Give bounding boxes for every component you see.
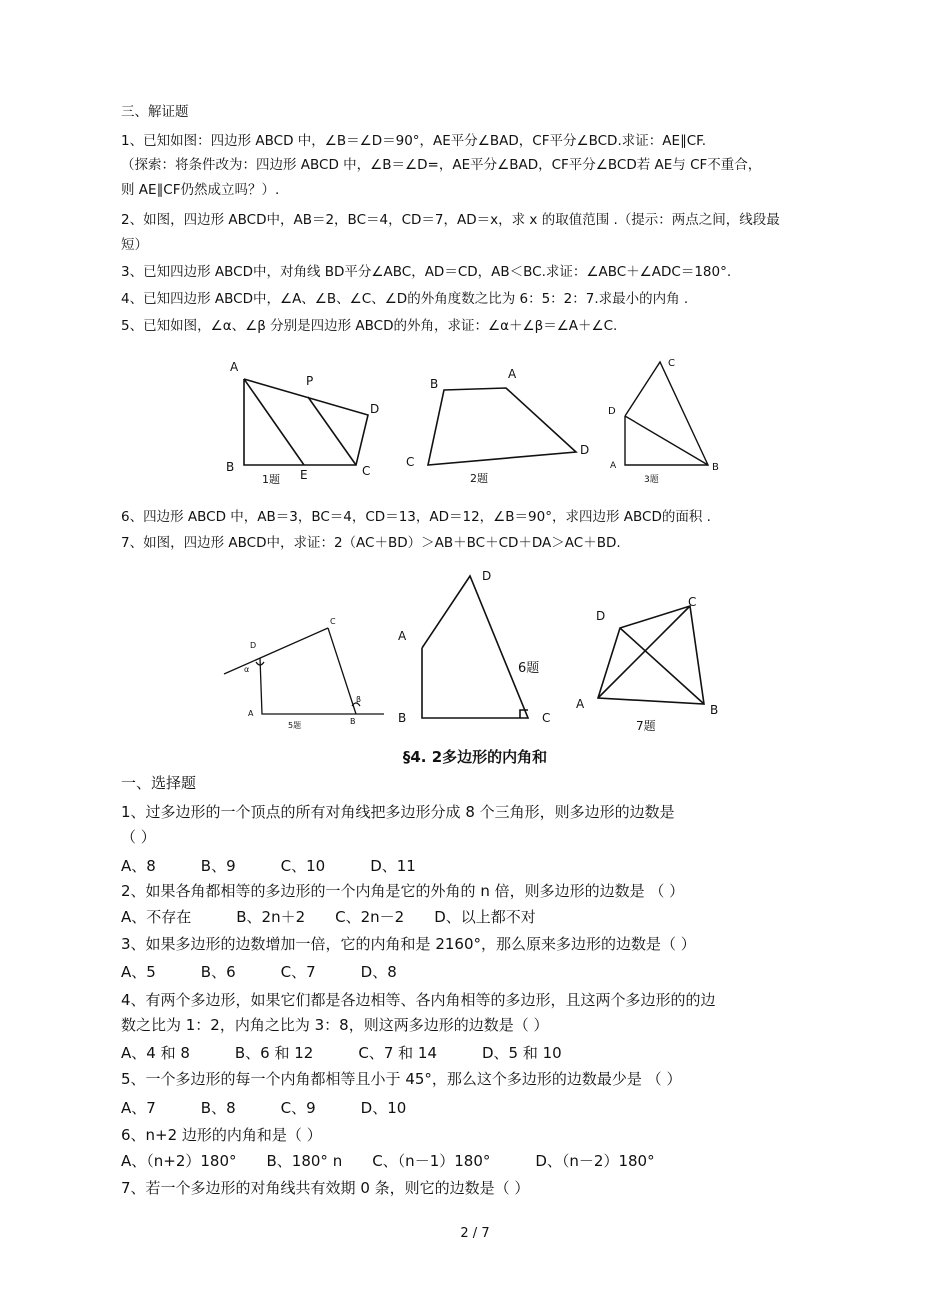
q5: 5、一个多边形的每一个内角都相等且小于 45°，那么这个多边形的边数最少是 （ ）	[121, 1070, 682, 1088]
q1-options: A、8 B、9 C、10 D、11	[121, 857, 416, 875]
fig2-caption: 2题	[470, 472, 488, 485]
fig7-label-b: B	[710, 703, 719, 717]
fig1-caption: 1题	[262, 473, 280, 486]
q5-options: A、7 B、8 C、9 D、10	[121, 1099, 407, 1117]
fig5-label-c: C	[330, 617, 336, 626]
problem-7: 7、如图，四边形 ABCD中，求证：2（AC＋BD）＞AB＋BC＋CD＋DA＞AC＋BD.	[121, 535, 621, 551]
fig6-label-a: A	[398, 629, 407, 643]
fig2-label-c: C	[406, 455, 415, 469]
fig2-label-a: A	[508, 367, 517, 381]
problem-6: 6、四边形 ABCD 中，AB＝3，BC＝4，CD＝13，AD＝12，∠B＝90°，求四边形 ABCD的面积 .	[121, 509, 711, 525]
section-heading: §4. 2多边形的内角和	[402, 748, 548, 766]
problem-1-line-3: 则 AE∥CF仍然成立吗？）.	[121, 182, 280, 198]
fig1-label-b: B	[226, 460, 235, 474]
q2-options: A、不存在 B、2n＋2 C、2n－2 D、以上都不对	[121, 908, 536, 926]
fig1-label-a: A	[230, 360, 239, 374]
fig5-label-beta: β	[356, 695, 362, 704]
q3-options: A、5 B、6 C、7 D、8	[121, 963, 397, 981]
fig1-label-p: P	[306, 374, 314, 388]
fig6-caption: 6题	[518, 661, 540, 676]
problem-3: 3、已知四边形 ABCD中，对角线 BD平分∠ABC，AD＝CD，AB＜BC.求证：∠ABC＋∠ADC＝180°.	[121, 264, 732, 280]
problem-5: 5、已知如图，∠α、∠β 分别是四边形 ABCD的外角，求证：∠α＋∠β＝∠A＋∠C.	[121, 318, 618, 334]
q4-line-1: 4、有两个多边形，如果它们都是各边相等、各内角相等的多边形，且这两个多边形的的边	[121, 991, 716, 1009]
q2: 2、如果各角都相等的多边形的一个内角是它的外角的 n 倍，则多边形的边数是 （ ）	[121, 882, 685, 900]
fig3-label-b: B	[712, 462, 719, 473]
fig1-label-e: E	[300, 468, 308, 482]
fig5-label-a: A	[248, 709, 254, 718]
page-number: 2 / 7	[460, 1226, 490, 1241]
fig3-label-d: D	[608, 406, 616, 417]
fig2-label-d: D	[580, 443, 590, 457]
q4-line-2: 数之比为 1：2，内角之比为 3：8，则这两多边形的边数是（ ）	[121, 1016, 549, 1034]
figure-2	[402, 360, 602, 490]
figure-1	[222, 355, 382, 490]
problem-2-line-1: 2、如图，四边形 ABCD中，AB＝2，BC＝4，CD＝7，AD＝x，求 x 的取值范围 .（提示：两点之间，线段最	[121, 212, 780, 228]
fig7-label-d: D	[596, 609, 606, 623]
q6-options: A、（n+2）180° B、180° n C、（n－1）180° D、（n－2）180°	[121, 1152, 655, 1170]
problem-1-line-2: （探索：将条件改为：四边形 ABCD 中，∠B＝∠D=，AE平分∠BAD，CF平分∠BCD若 AE与 CF不重合，	[121, 157, 762, 173]
fig7-label-c: C	[688, 595, 697, 609]
q6: 6、n+2 边形的内角和是（ ）	[121, 1126, 322, 1144]
q4-options: A、4 和 8 B、6 和 12 C、7 和 14 D、5 和 10	[121, 1044, 562, 1062]
fig3-label-c: C	[668, 358, 675, 369]
fig5-label-b: B	[350, 717, 356, 726]
section-title-proofs: 三、解证题	[121, 104, 189, 120]
fig6-label-d: D	[482, 569, 492, 583]
problem-4: 4、已知四边形 ABCD中，∠A、∠B、∠C、∠D的外角度数之比为 6：5：2：7.求最小的内角 .	[121, 291, 689, 307]
problem-1-line-1: 1、已知如图：四边形 ABCD 中，∠B＝∠D＝90°，AE平分∠BAD，CF平分∠BCD.求证：AE∥CF.	[121, 133, 707, 149]
problem-2-line-2: 短）	[121, 237, 148, 253]
q1-line-1: 1、过多边形的一个顶点的所有对角线把多边形分成 8 个三角形，则多边形的边数是	[121, 803, 675, 821]
fig5-caption: 5题	[288, 721, 302, 730]
figure-7	[572, 592, 732, 737]
fig7-caption: 7题	[636, 719, 656, 733]
figure-3	[600, 352, 730, 487]
choice-section-title: 一、选择题	[121, 774, 197, 792]
fig6-label-c: C	[542, 711, 551, 725]
fig1-label-d: D	[370, 402, 380, 416]
fig5-label-alpha: α	[244, 665, 250, 674]
fig6-label-b: B	[398, 711, 407, 725]
fig3-label-a: A	[610, 461, 617, 471]
q3: 3、如果多边形的边数增加一倍，它的内角和是 2160°，那么原来多边形的边数是（ ）	[121, 935, 696, 953]
figure-6	[396, 568, 566, 728]
fig2-label-b: B	[430, 377, 439, 391]
fig5-label-d: D	[250, 641, 257, 650]
q7: 7、若一个多边形的对角线共有效期 0 条，则它的边数是（ ）	[121, 1179, 530, 1197]
figure-5	[222, 612, 392, 737]
fig3-caption: 3题	[644, 475, 659, 485]
fig7-label-a: A	[576, 697, 585, 711]
q1-line-2: （ ）	[121, 828, 156, 846]
fig1-label-c: C	[362, 464, 371, 478]
